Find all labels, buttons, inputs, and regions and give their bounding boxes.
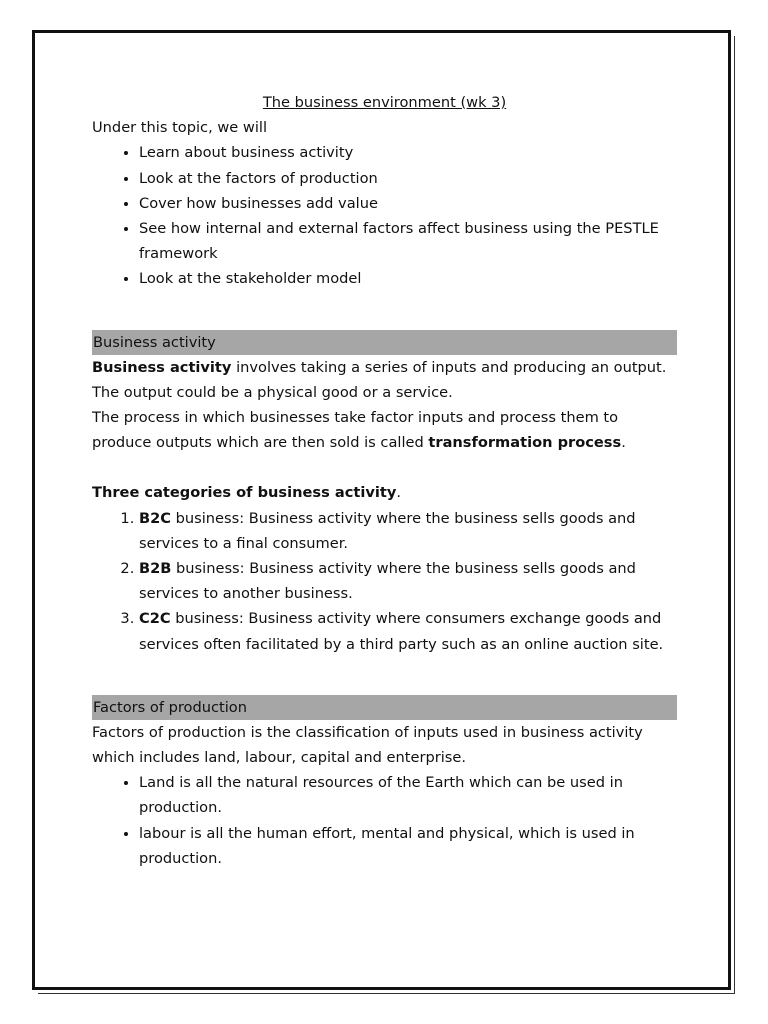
section-header-business-activity: Business activity: [92, 330, 677, 355]
category-item: [139, 556, 677, 606]
topic-item: • Cover how businesses add value: [139, 191, 677, 216]
process-term: transformation process: [428, 434, 622, 452]
document-content: [92, 90, 677, 871]
business-activity-definition: [92, 355, 677, 405]
category-item: [139, 506, 677, 556]
factors-list: [92, 770, 677, 871]
category-text: business: Business activity where the business sells goods and services to a final consumer.: [139, 509, 636, 552]
topic-item: • Look at the factors of production: [139, 166, 677, 191]
categories-list: [92, 506, 677, 657]
factor-item: • labour is all the human effort, mental and physical, which is used in production.: [139, 821, 677, 871]
categories-heading-end: .: [396, 484, 401, 502]
transformation-process-text: [92, 405, 677, 455]
business-activity-definition-text: involves taking a series of inputs and producing an output. The output could be a physical good or a service.: [92, 358, 667, 401]
factors-definition: Factors of production is the classification of inputs used in business activity which includes land, labour, capital and enterprise.: [92, 723, 643, 767]
category-code: C2C: [139, 610, 171, 628]
business-activity-term: Business activity: [92, 358, 232, 376]
category-item: [139, 606, 677, 656]
categories-heading-text: Three categories of business activity: [92, 484, 397, 502]
category-code: B2C: [139, 509, 171, 527]
topic-item: • See how internal and external factors affect business using the PESTLE framework: [139, 216, 677, 266]
section-header-factors-of-production: Factors of production: [92, 695, 677, 720]
category-code: B2B: [139, 560, 172, 578]
process-text: The process in which businesses take factor inputs and process them to produce outputs which are then sold is called: [92, 409, 619, 452]
category-text: business: Business activity where consumers exchange goods and services often facilitated by a third party such as an online auction site.: [139, 610, 664, 653]
category-text: business: Business activity where the business sells goods and services to another business.: [139, 560, 636, 603]
topic-list: [92, 140, 677, 291]
categories-heading: [92, 480, 677, 505]
process-end: .: [621, 434, 626, 452]
intro-text: Under this topic, we will: [92, 119, 268, 137]
document-title: The business environment (wk 3): [262, 94, 507, 111]
topic-item: • Learn about business activity: [139, 140, 677, 165]
topic-item: • Look at the stakeholder model: [139, 266, 677, 291]
factor-item: • Land is all the natural resources of the Earth which can be used in production.: [139, 770, 677, 820]
